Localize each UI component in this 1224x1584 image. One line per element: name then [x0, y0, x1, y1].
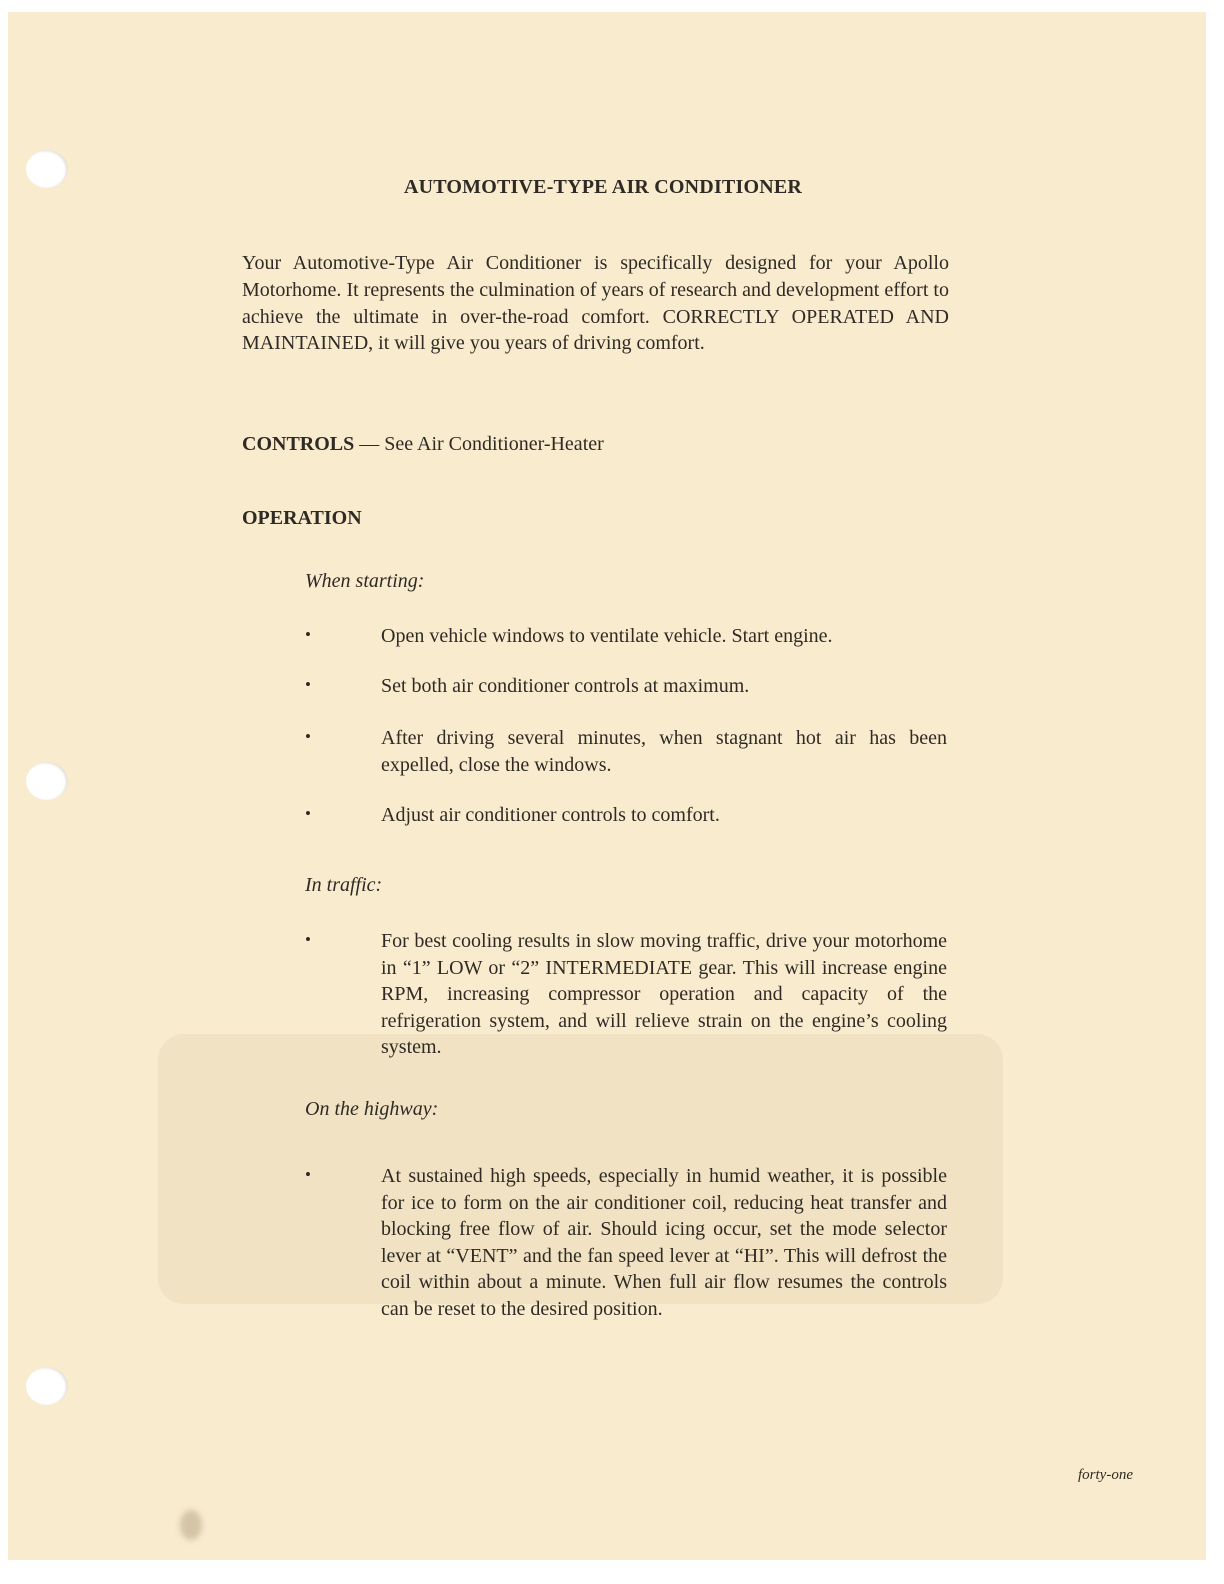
intro-paragraph: Your Automotive-Type Air Conditioner is specifically designed for your Apollo Motorhome. It represents the culmination of years of research and development effort to achieve the ultimate in over-the-road comfort. CORRECTLY OPERATED AND MAINTAINED, it will give you years of driving comfort. [242, 252, 949, 355]
list-item-text: For best cooling results in slow moving traffic, drive your motorhome in “1” LOW or “2” INTERMEDIATE gear. This will increase engine RPM, increasing compressor operation and capacity of the refrigeration system, and will relieve strain on the engine’s cooling system. [381, 930, 947, 1058]
paper-stain [180, 1510, 202, 1540]
subheading-in-traffic: In traffic: [305, 874, 383, 896]
bullet-icon: • [305, 727, 311, 746]
list-item-text: Adjust air conditioner controls to comfort. [381, 804, 720, 826]
punch-hole-middle [26, 762, 68, 800]
bullet-icon: • [305, 675, 311, 694]
bullet-icon: • [305, 930, 311, 949]
list-item-text: Set both air conditioner controls at maximum. [381, 675, 750, 697]
list-item-text: Open vehicle windows to ventilate vehicle. Start engine. [381, 625, 833, 647]
controls-reference: — See Air Conditioner-Heater [354, 433, 604, 455]
page-number: forty-one [1078, 1467, 1133, 1483]
controls-label: CONTROLS [242, 433, 355, 455]
subheading-on-the-highway: On the highway: [305, 1098, 439, 1120]
controls-line [242, 433, 604, 456]
bullet-icon: • [305, 804, 311, 823]
list-item-text: After driving several minutes, when stagnant hot air has been expelled, close the windows. [381, 727, 947, 776]
page-title: AUTOMOTIVE-TYPE AIR CONDITIONER [403, 176, 803, 198]
subheading-when-starting: When starting: [305, 570, 425, 592]
punch-hole-bottom [26, 1367, 68, 1405]
bullet-icon: • [305, 625, 311, 644]
operation-heading: OPERATION [242, 507, 362, 529]
list-item-text: At sustained high speeds, especially in humid weather, it is possible for ice to form on the air conditioner coil, reducing heat transfer and blocking free flow of air. Should icing occur, set the mode selector lever at “VENT” and the fan speed lever at “HI”. This will defrost the coil within about a minute. When full air flow resumes the controls can be reset to the desired position. [381, 1165, 947, 1320]
bullet-icon: • [305, 1165, 311, 1184]
document-page [8, 12, 1206, 1560]
